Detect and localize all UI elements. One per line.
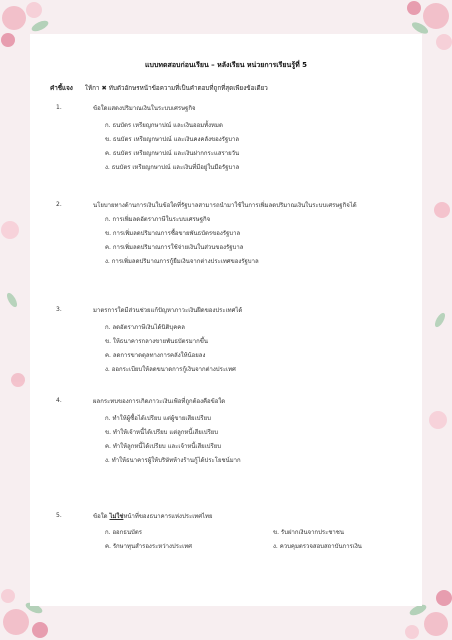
question-stem: ข้อใดแสดงปริมาณเงินในระบบเศรษฐกิจ: [93, 105, 196, 112]
option-d[interactable]: ง. ออกระเบียบให้ลดขนาดการกู้เงินจากต่างประเทศ: [105, 366, 236, 373]
option-c[interactable]: ค. ธนบัตร เหรียญกษาปณ์ และเงินฝากกระแสรายวัน: [105, 150, 240, 157]
question-stem: ผลกระทบของการเกิดภาวะเงินเฟ้อที่ถูกต้องคือข้อใด: [93, 398, 226, 405]
option-d[interactable]: ง. ควบคุมตรวจสอบสถาบันการเงิน: [273, 543, 362, 550]
flower-right-mid: [429, 202, 450, 429]
option-c[interactable]: ค. การเพิ่มลดปริมาณการใช้จ่ายเงินในส่วนของรัฐบาล: [105, 244, 244, 251]
worksheet-page: [30, 34, 422, 606]
question-5: [50, 512, 406, 556]
question-number: 5.: [56, 512, 62, 519]
option-a[interactable]: ก. ออกธนบัตร: [105, 529, 142, 536]
instruction-line: [50, 83, 268, 93]
option-a[interactable]: ก. ทำให้ผู้ซื้อได้เปรียบ แต่ผู้ขายเสียเปรียบ: [105, 415, 211, 422]
question-stem: [93, 512, 406, 522]
option-b[interactable]: ข. ทำให้เจ้าหนี้ได้เปรียบ แต่ลูกหนี้เสียเปรียบ: [105, 429, 219, 436]
question-number: 1.: [56, 104, 62, 111]
stem-emphasis: ไม่ใช่: [109, 513, 124, 520]
question-number: 3.: [56, 306, 62, 313]
option-list: [105, 412, 406, 468]
question-2: [50, 201, 406, 269]
option-c[interactable]: ค. ทำให้ลูกหนี้ได้เปรียบ และเจ้าหนี้เสียเปรียบ: [105, 443, 222, 450]
instruction-label: คำชี้แจง: [50, 85, 73, 92]
option-d[interactable]: ง. ธนบัตร เหรียญกษาปณ์ และเงินที่มีอยู่ในมือรัฐบาล: [105, 164, 240, 171]
option-grid: [105, 526, 406, 556]
option-d[interactable]: ง. ทำให้ธนาคารผู้ให้บริษัทห้างร้านกู้ได้ประโยชน์มาก: [105, 457, 241, 464]
option-b[interactable]: ข. ให้ธนาคารกลางขายพันธบัตรมากขึ้น: [105, 338, 208, 345]
option-a[interactable]: ก. การเพิ่มลดอัตราภาษีในระบบเศรษฐกิจ: [105, 216, 211, 223]
question-3: [50, 306, 406, 377]
page-title: แบบทดสอบก่อนเรียน – หลังเรียน หน่วยการเรียนรู้ที่ 5: [145, 61, 307, 69]
option-list: [105, 119, 406, 175]
question-number: 2.: [56, 201, 62, 208]
option-list: [105, 321, 406, 377]
option-b[interactable]: ข. รับฝากเงินจากประชาชน: [273, 529, 344, 536]
instruction-text: ให้กา ✖ ทับตัวอักษรหน้าข้อความที่เป็นคำตอบที่ถูกที่สุดเพียงข้อเดียว: [84, 85, 268, 92]
question-number: 4.: [56, 397, 62, 404]
option-list: [105, 213, 406, 269]
flower-left-mid: [1, 221, 25, 387]
question-stem: นโยบายทางด้านการเงินในข้อใดที่รัฐบาลสามารถนำมาใช้ในการเพิ่มลดปริมาณเงินในระบบเศรษฐกิจได้: [93, 202, 357, 209]
question-4: [50, 397, 406, 468]
option-d[interactable]: ง. การเพิ่มลดปริมาณการกู้ยืมเงินจากต่างประเทศของรัฐบาล: [105, 258, 259, 265]
option-c[interactable]: ค. ลดการขาดดุลทางการคลังให้น้อยลง: [105, 352, 206, 359]
option-a[interactable]: ก. ลดอัตราภาษีเงินได้นิติบุคคล: [105, 324, 185, 331]
stem-prefix: ข้อใด: [93, 513, 110, 520]
option-a[interactable]: ก. ธนบัตร เหรียญกษาปณ์ และเงินออมทั้งหมด: [105, 122, 223, 129]
option-c[interactable]: ค. รักษาทุนสำรองระหว่างประเทศ: [105, 543, 192, 550]
question-1: [50, 104, 406, 175]
option-b[interactable]: ข. การเพิ่มลดปริมาณการซื้อขายพันธบัตรของรัฐบาล: [105, 230, 241, 237]
question-stem: มาตรการใดมีส่วนช่วยแก้ปัญหาภาวะเงินฝืดของประเทศได้: [93, 307, 243, 314]
stem-suffix: หน้าที่ของธนาคารแห่งประเทศไทย: [123, 513, 213, 520]
option-b[interactable]: ข. ธนบัตร เหรียญกษาปณ์ และเงินคงคลังของรัฐบาล: [105, 136, 240, 143]
